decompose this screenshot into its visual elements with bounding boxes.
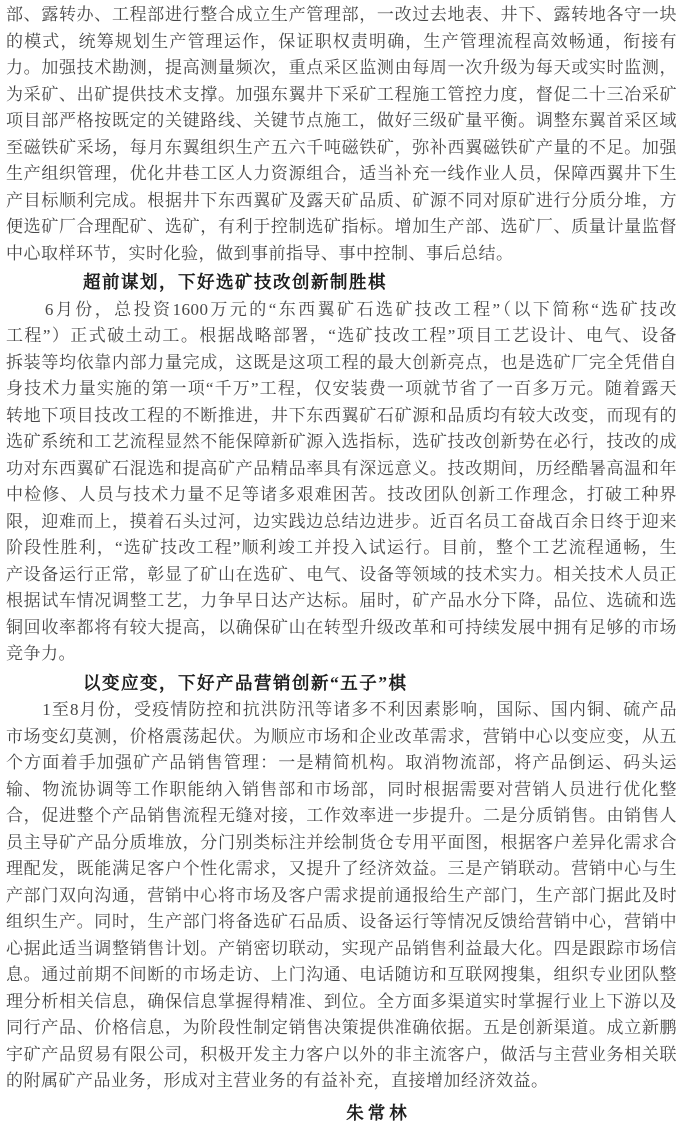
text-line: 理分析相关信息，确保信息掌握得精准、到位。全方面多渠道实时掌握行业上下游以及 — [6, 991, 677, 1011]
text-line: 1至8月份，受疫情防控和抗洪防汛等诸多不利因素影响，国际、国内铜、硫产品 — [6, 700, 677, 719]
section-heading: 以变应变，下好产品营销创新“五子”棋 — [83, 672, 408, 693]
text-line: 至磁铁矿采场，每月东翼组织生产五六千吨磁铁矿，弥补西翼磁铁矿产量的不足。加强 — [6, 137, 677, 157]
text-line: 拆装等均依靠内部力量完成，这既是这项工程的最大创新亮点，也是选矿厂完全凭借自 — [6, 352, 677, 372]
text-line: 为采矿、出矿提供技术支撑。加强东翼井下采矿工程施工管控力度，督促二十三冶采矿 — [6, 84, 677, 104]
text-line: 阶段性胜利，“选矿技改工程”顺利竣工并投入试运行。目前，整个工艺流程通畅，生 — [6, 538, 677, 557]
text-line: 铜回收率都将有较大提高，以确保矿山在转型升级改革和可持续发展中拥有足够的市场 — [6, 617, 677, 637]
text-line: 根据试车情况调整工艺，力争早日达产达标。届时，矿产品水分下降，品位、选硫和选 — [6, 591, 677, 610]
text-line: 的附属矿产品业务，形成对主营业务的有益补充，直接增加经济效益。 — [6, 1071, 549, 1090]
author-signature: 朱常林 — [346, 1102, 411, 1123]
text-line: 项目部严格按既定的关键路线、关键节点施工，做好三级矿量平衡。调整东翼首采区域 — [6, 111, 677, 130]
text-line: 6月份，总投资1600万元的“东西翼矿石选矿技改工程”（以下简称“选矿技改 — [6, 299, 677, 319]
text-line: 功对东西翼矿石混选和提高矿产品精品率具有深远意义。技改期间，历经酷暑高温和年 — [6, 458, 677, 478]
text-line: 组织生产。同时，生产部门将备选矿石品质、设备运行等情况反馈给营销中心，营销中 — [6, 912, 677, 931]
text-line: 竞争力。 — [6, 644, 76, 663]
article-body — [6, 2, 677, 1126]
section-heading: 超前谋划，下好选矿技改创新制胜棋 — [83, 272, 387, 292]
text-line: 工程”）正式破土动工。根据战略部署，“选矿技改工程”项目工艺设计、电气、设备 — [6, 326, 677, 345]
text-line: 宇矿产品贸易有限公司，积极开发主力客户以外的非主流客户，做活与主营业务相关联 — [6, 1044, 677, 1064]
text-line: 的模式，统筹规划生产管理运作，保证职权责明确，生产管理流程高效畅通，衔接有 — [6, 31, 677, 51]
text-line: 合，促进整个产品销售流程无缝对接，工作效率进一步提升。二是分质销售。由销售人 — [6, 806, 677, 825]
text-line: 心据此适当调整销售计划。产销密切联动，实现产品销售利益最大化。四是跟踪市场信 — [6, 938, 677, 958]
text-line: 中心取样环节，实时化验，做到事前指导、事中控制、事后总结。 — [6, 243, 514, 263]
text-line: 中检修、人员与技术力量不足等诸多艰难困苦。技改团队创新工作理念，打破工种界 — [6, 485, 677, 504]
text-line: 产部门双向沟通，营销中心将市场及客户需求提前通报给生产部门，生产部门据此及时 — [6, 885, 677, 905]
text-line: 部、露转办、工程部进行整合成立生产管理部，一改过去地表、井下、露转地各守一块 — [6, 5, 677, 24]
text-line: 产设备运行正常，彰显了矿山在选矿、电气、设备等领域的技术实力。相关技术人员正 — [6, 564, 677, 584]
paragraph — [6, 297, 677, 668]
text-line: 个方面着手加强矿产品销售管理：一是精简机构。取消物流部，将产品倒运、码头运 — [6, 753, 677, 772]
paragraph — [6, 697, 677, 1095]
paragraph — [6, 2, 677, 267]
text-line: 理配发，既能满足客户个性化需求，又提升了经济效益。三是产销联动。营销中心与生 — [6, 859, 677, 878]
text-line: 限，迎难而上，摸着石头过河，边实践边总结边进步。近百名员工奋战百余日终于迎来 — [6, 511, 677, 531]
text-line: 身技术力量实施的第一项“千万”工程，仅安装费一项就节省了一百多万元。随着露天 — [6, 379, 677, 398]
text-line: 员主导矿产品分质堆放，分门别类标注并绘制货仓专用平面图，根据客户差异化需求合 — [6, 832, 677, 852]
text-line: 输、物流协调等工作职能纳入销售部和市场部，同时根据需要对营销人员进行优化整 — [6, 779, 677, 799]
text-line: 生产组织管理，优化井巷工区人力资源组合，适当补充一线作业人员，保障西翼井下生 — [6, 164, 677, 183]
text-line: 市场变幻莫测，价格震荡起伏。为顺应市场和企业改革需求，营销中心以变应变，从五 — [6, 726, 677, 746]
text-line: 便选矿厂合理配矿、选矿，有利于控制选矿指标。增加生产部、选矿厂、质量计量监督 — [6, 217, 677, 236]
text-line: 同行产品、价格信息，为阶段性制定销售决策提供准确依据。五是创新渠道。成立新鹏 — [6, 1018, 677, 1037]
text-line: 转地下项目技改工程的不断推进，井下东西翼矿石矿源和品质均有较大改变，而现有的 — [6, 405, 677, 425]
text-line: 息。通过前期不间断的市场走访、上门沟通、电话随访和互联网搜集，组织专业团队整 — [6, 965, 677, 984]
text-line: 选矿系统和工艺流程显然不能保障新矿源入选指标，选矿技改创新势在必行，技改的成 — [6, 432, 677, 451]
text-line: 产目标顺利完成。根据井下东西翼矿及露天矿品质、矿源不同对原矿进行分质分堆，方 — [6, 190, 677, 210]
text-line: 力。加强技术勘测，提高测量频次，重点采区监测由每周一次升级为每天或实时监测， — [6, 58, 677, 77]
